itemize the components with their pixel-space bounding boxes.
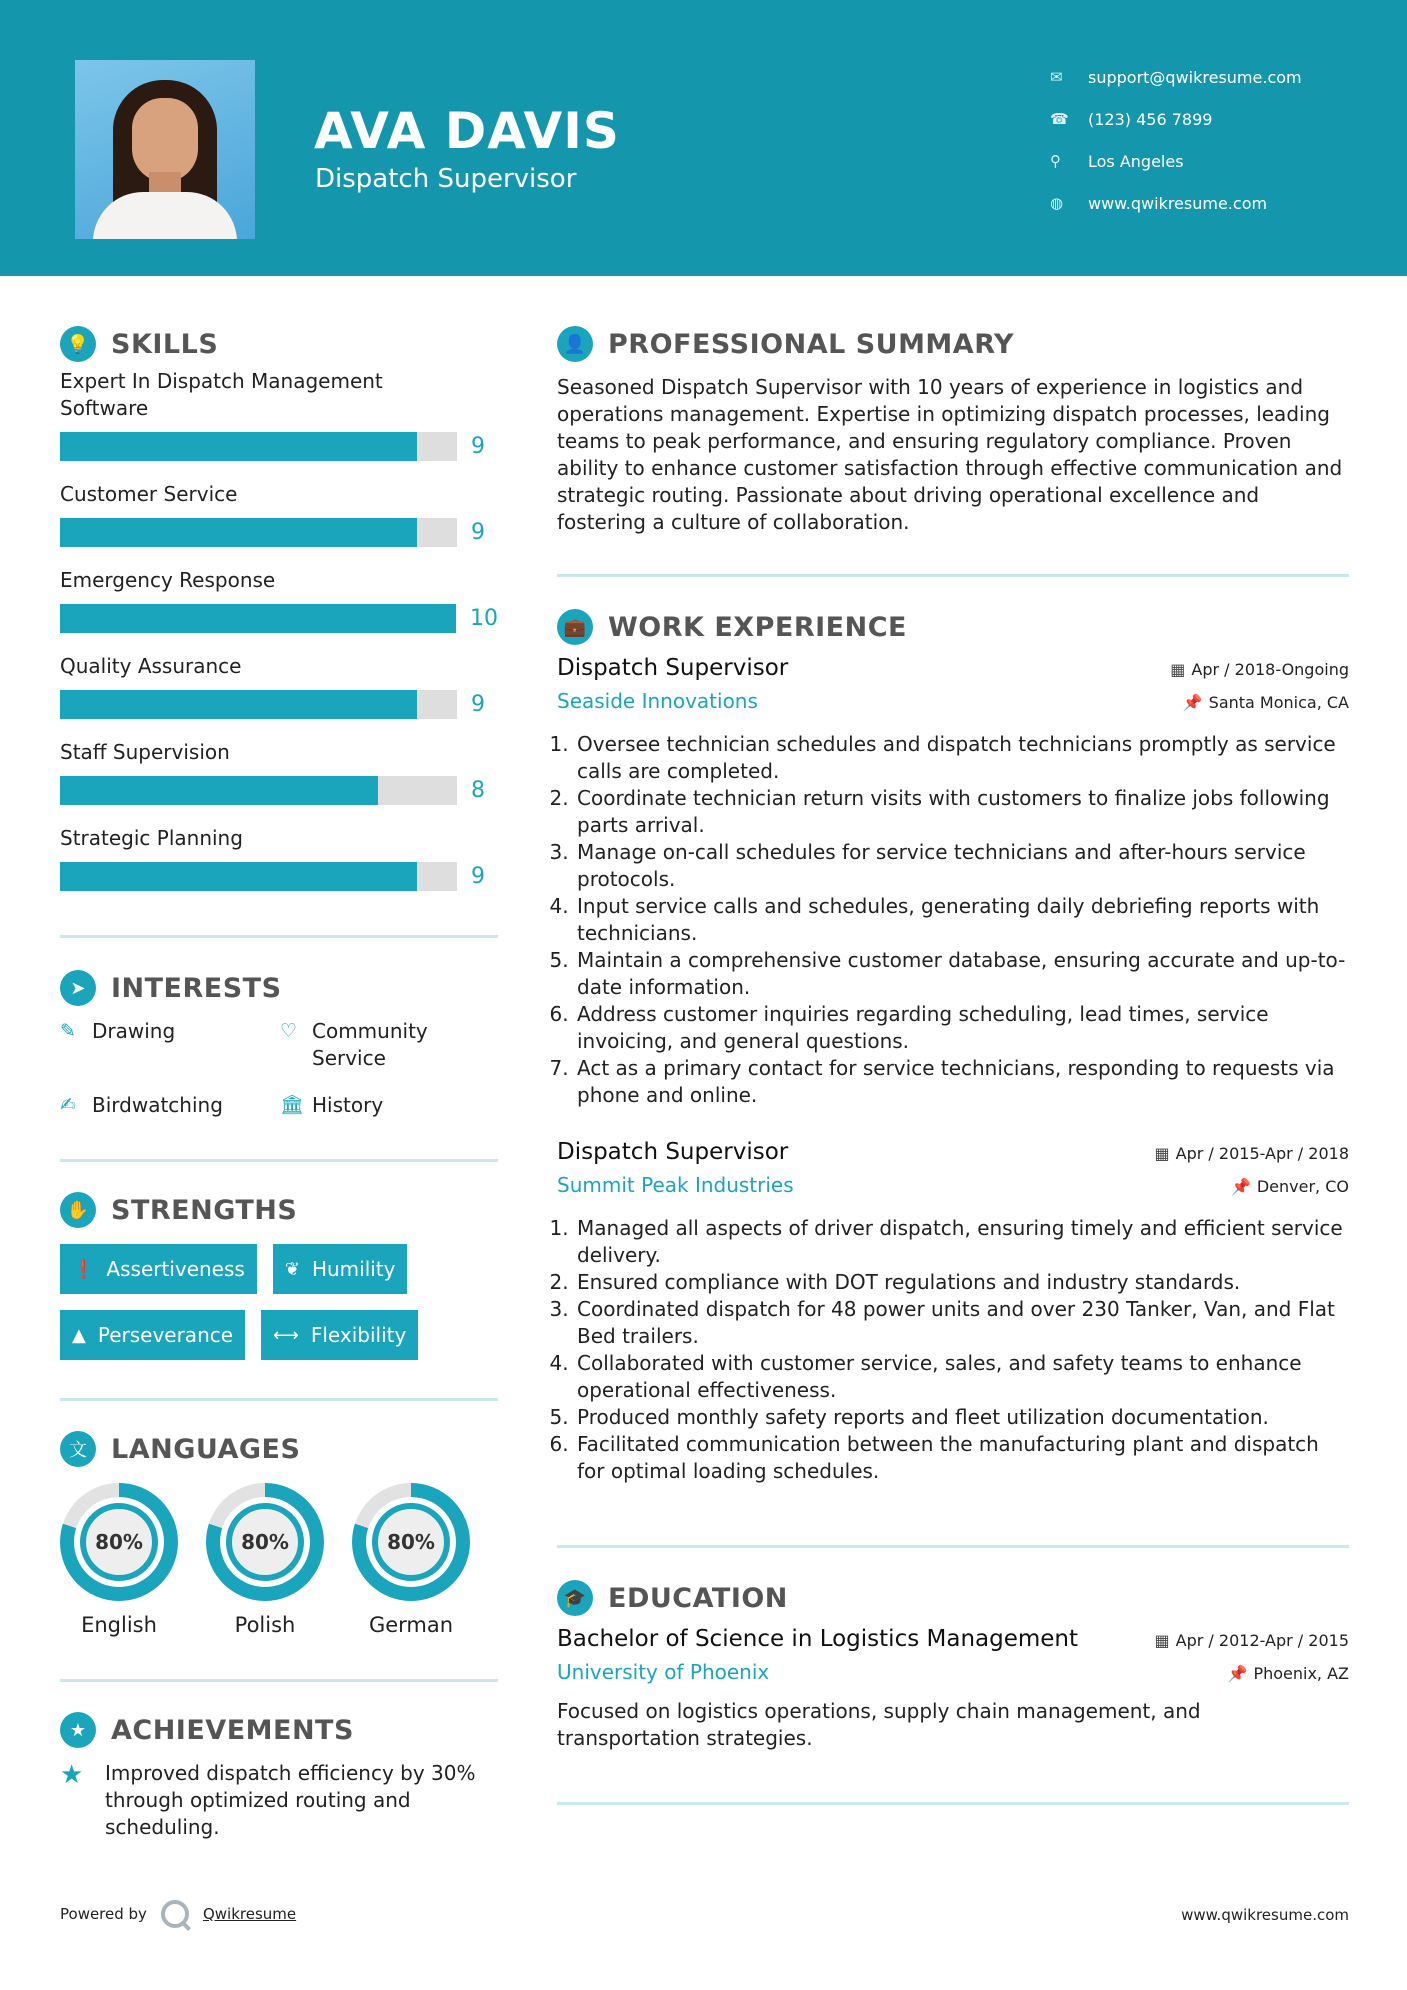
job-entry xyxy=(557,1139,1349,1485)
museum-icon: 🏛 xyxy=(280,1094,305,1116)
skill-bar xyxy=(60,776,457,805)
job-duties: 1. Oversee technician schedules and dispatch technicians promptly as service calls are completed. 2. Coordinate technician return visits with customers to finalize jobs following parts arrival. 3. Manage on-call schedules for service technicians and after-hours service protocols. 4. Input service calls and schedules, generating daily debriefing reports with technicians. 5. Maintain a comprehensive customer database, ensuring accurate and up-to-date information. 6. Address customer inquiries regarding scheduling, lead times, service invoicing, and general questions. 7. Act as a primary contact for service technicians, responding to requests via phone and online. xyxy=(557,731,1349,1109)
star-badge-icon: ★ xyxy=(60,1712,96,1748)
skill-bar xyxy=(60,690,457,719)
lightbulb-icon: 💡 xyxy=(60,326,96,362)
skill-item: Customer Service 9 xyxy=(60,482,485,545)
contact-location: ⚲ Los Angeles xyxy=(1050,151,1184,171)
contact-phone[interactable]: ☎ (123) 456 7899 xyxy=(1050,109,1213,129)
language-item: 80% German xyxy=(352,1483,470,1637)
interests-list xyxy=(60,1018,498,1119)
profile-photo xyxy=(75,60,255,239)
pencil-icon: ✎ xyxy=(60,1020,76,1042)
language-item: 80% Polish xyxy=(206,1483,324,1637)
strength-tag: ❗ Assertiveness xyxy=(60,1244,257,1294)
achievements-heading: ★ ACHIEVEMENTS xyxy=(60,1710,498,1750)
handshake-icon: ♡ xyxy=(280,1020,298,1042)
calendar-icon: ▦ xyxy=(1170,660,1186,679)
job-title: Dispatch Supervisor xyxy=(557,655,789,681)
interest-item: ♡ Community Service xyxy=(280,1019,428,1070)
language-item: 80% English xyxy=(60,1483,178,1637)
candidate-title: Dispatch Supervisor xyxy=(315,164,577,194)
interest-item: ✎ Drawing xyxy=(60,1018,280,1072)
job-entry xyxy=(557,655,1349,1109)
company-name: Summit Peak Industries xyxy=(557,1173,794,1197)
skill-item: Emergency Response 10 xyxy=(60,568,498,631)
education-heading: 🎓 EDUCATION xyxy=(557,1578,1349,1618)
phone-icon: ☎ xyxy=(1050,110,1069,128)
star-icon: ★ xyxy=(60,1760,84,1790)
skill-item: Expert In Dispatch Management Software 9 xyxy=(60,369,485,459)
strengths-heading: ✋ STRENGTHS xyxy=(60,1190,498,1230)
pin-icon: 📌 xyxy=(1182,693,1203,712)
languages-heading: 文 LANGUAGES xyxy=(60,1429,498,1469)
job-dates: ▦ Apr / 2015-Apr / 2018 xyxy=(1154,1144,1349,1163)
right-column xyxy=(557,276,1349,1805)
resume-header xyxy=(0,0,1407,276)
footer-powered-by: Powered by Qwikresume xyxy=(60,1900,296,1928)
paper-plane-icon: ➤ xyxy=(60,970,96,1006)
candidate-name: AVA DAVIS xyxy=(314,102,620,160)
section-divider xyxy=(557,1802,1349,1805)
globe-icon: ◍ xyxy=(1050,194,1064,212)
graduate-icon: 🎓 xyxy=(557,1580,593,1616)
school-name: University of Phoenix xyxy=(557,1660,770,1684)
strengths-list xyxy=(60,1244,498,1360)
footer-url[interactable]: www.qwikresume.com xyxy=(1181,1906,1349,1924)
interests-heading: ➤ INTERESTS xyxy=(60,968,498,1008)
strength-tag: ⟷ Flexibility xyxy=(261,1310,418,1360)
language-ring: 80% xyxy=(352,1483,470,1601)
skill-bar xyxy=(60,432,457,461)
achievement-item: ★ Improved dispatch efficiency by 30% through optimized routing and scheduling. xyxy=(60,1760,476,1839)
arrows-horizontal-icon: ⟷ xyxy=(273,1324,299,1346)
degree-title: Bachelor of Science in Logistics Management xyxy=(557,1626,1079,1652)
edit-icon: ✍ xyxy=(60,1094,76,1116)
education-entry xyxy=(557,1626,1349,1752)
skill-item: Quality Assurance 9 xyxy=(60,654,485,717)
briefcase-icon: 💼 xyxy=(557,609,593,645)
skills-heading: 💡 SKILLS xyxy=(60,324,498,364)
job-title: Dispatch Supervisor xyxy=(557,1139,789,1165)
language-icon: 文 xyxy=(60,1431,96,1467)
skill-bar xyxy=(60,862,457,891)
calendar-icon: ▦ xyxy=(1154,1144,1170,1163)
experience-heading: 💼 WORK EXPERIENCE xyxy=(557,607,1349,647)
skill-item: Staff Supervision 8 xyxy=(60,740,485,803)
road-icon: ▲ xyxy=(72,1324,86,1346)
summary-text: Seasoned Dispatch Supervisor with 10 years of experience in logistics and operations management. Expertise in optimizing dispatch processes, leading teams to peak performance, and ensuring regulatory compliance. Proven ability to enhance customer satisfaction through effective communication and strategic routing. Passionate about driving operational excellence and fostering a culture of collaboration. xyxy=(557,375,1343,534)
education-description: Focused on logistics operations, supply chain management, and transportation strategies. xyxy=(557,1699,1201,1750)
contact-list xyxy=(1050,56,1302,224)
language-ring: 80% xyxy=(206,1483,324,1601)
strength-tag: ❦ Humility xyxy=(273,1244,408,1294)
education-dates: ▦ Apr / 2012-Apr / 2015 xyxy=(1154,1631,1349,1650)
job-duties: 1. Managed all aspects of driver dispatch, ensuring timely and efficient service delivery. 2. Ensured compliance with DOT regulations and industry standards. 3. Coordinated dispatch for 48 power units and over 230 Tanker, Van, and Flat Bed trailers. 4. Collaborated with customer service, sales, and safety teams to enhance operational effectiveness. 5. Produced monthly safety reports and fleet utilization documentation. 6. Facilitated communication between the manufacturing plant and dispatch for optimal loading schedules. xyxy=(557,1215,1349,1485)
envelope-icon: ✉ xyxy=(1050,68,1063,86)
job-dates: ▦ Apr / 2018-Ongoing xyxy=(1170,660,1349,679)
language-ring: 80% xyxy=(60,1483,178,1601)
job-location: 📌 Denver, CO xyxy=(1230,1177,1349,1196)
skill-item: Strategic Planning 9 xyxy=(60,826,485,889)
interest-item: 🏛 History xyxy=(280,1093,384,1117)
pin-icon: 📌 xyxy=(1230,1177,1251,1196)
job-location: 📌 Santa Monica, CA xyxy=(1182,693,1349,712)
calendar-icon: ▦ xyxy=(1154,1631,1170,1650)
strength-tag: ▲ Perseverance xyxy=(60,1310,245,1360)
interest-item: ✍ Birdwatching xyxy=(60,1093,223,1117)
leaf-icon: ❦ xyxy=(284,1258,300,1280)
hand-icon: ✋ xyxy=(60,1192,96,1228)
contact-email[interactable]: ✉ support@qwikresume.com xyxy=(1050,67,1302,87)
left-column xyxy=(60,276,498,1841)
skills-list xyxy=(60,368,498,891)
skill-bar xyxy=(60,518,457,547)
user-icon: 👤 xyxy=(557,326,593,362)
pin-icon: 📌 xyxy=(1227,1664,1248,1683)
languages-list xyxy=(60,1483,498,1637)
skill-bar xyxy=(60,604,456,633)
qwikresume-logo-icon xyxy=(161,1900,189,1928)
brand-link[interactable]: Qwikresume xyxy=(202,1905,297,1923)
education-location: 📌 Phoenix, AZ xyxy=(1227,1664,1349,1683)
exclamation-icon: ❗ xyxy=(72,1258,95,1280)
summary-heading: 👤 PROFESSIONAL SUMMARY xyxy=(557,324,1349,364)
company-name: Seaside Innovations xyxy=(557,689,758,713)
contact-website[interactable]: ◍ www.qwikresume.com xyxy=(1050,193,1268,213)
map-pin-icon: ⚲ xyxy=(1050,152,1061,170)
